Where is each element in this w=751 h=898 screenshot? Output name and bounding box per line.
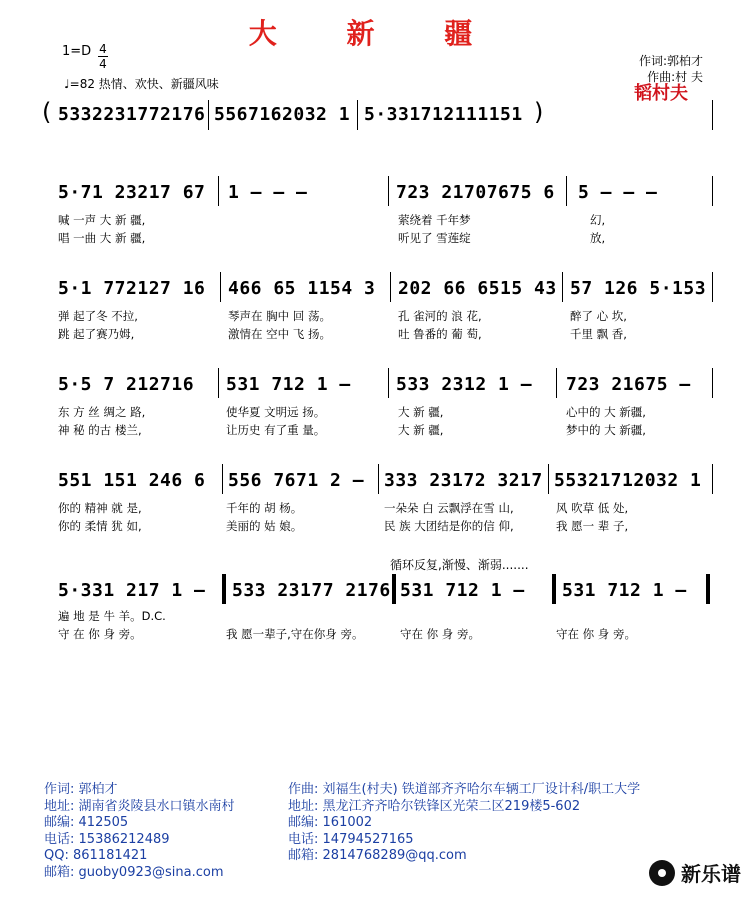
lyric-verse2: 听见了 雪莲绽 [398, 231, 471, 245]
lyric-verse1: 弹 起了冬 不拉, [58, 309, 138, 323]
song-title: 大 新 疆 [248, 17, 503, 50]
footer-value: guoby0923@sina.com [78, 864, 224, 880]
composer-contact [288, 782, 640, 865]
footer-value: 861181421 [73, 848, 148, 863]
measure: 5·1 772127 16 [58, 278, 206, 299]
barline [220, 272, 221, 302]
barline [566, 176, 567, 206]
repeat-barline [552, 574, 556, 604]
lyric-verse1: 千年的 胡 杨。 [226, 501, 303, 515]
composer-credit: 作曲:村 夫 [647, 70, 703, 84]
footer-row [288, 782, 640, 799]
footer-row [44, 832, 235, 849]
lyric-verse1: 萦绕着 千年梦 [398, 213, 471, 227]
site-logo[interactable] [649, 858, 741, 887]
repeat-barline [392, 574, 396, 604]
measure: 531 712 1 — [562, 580, 687, 601]
footer-row [288, 799, 640, 816]
key-signature: 1=D [62, 44, 92, 59]
barline [712, 464, 713, 494]
barline [218, 176, 219, 206]
lyric-verse2: 唱 一曲 大 新 疆, [58, 231, 146, 245]
lyric-verse1: 你的 精神 就 是, [58, 501, 142, 515]
barline [390, 272, 391, 302]
measure: 5·5 7 212716 [58, 374, 195, 395]
lyric-verse2: 梦中的 大 新疆, [566, 423, 646, 437]
footer-value: 15386212489 [78, 831, 170, 847]
lyric-verse2: 激情在 空中 飞 扬。 [228, 327, 331, 341]
logo-text: 新乐谱 [681, 862, 741, 886]
lyric-verse2: 千里 飘 香, [570, 327, 627, 341]
measure: 466 65 1154 3 [228, 278, 376, 299]
footer-value: 黑龙江齐齐哈尔铁锋区光荣二区219楼5-602 [322, 798, 581, 814]
footer-label: 电话: [288, 831, 319, 847]
footer-value: 郭柏才 [78, 782, 118, 797]
footer-label: 地址: [288, 798, 319, 814]
lyric-verse2: 大 新 疆, [398, 423, 444, 437]
repeat-barline [222, 574, 226, 604]
barline [378, 464, 379, 494]
lyric-verse1: 东 方 丝 绸之 路, [58, 405, 146, 419]
footer-label: 作曲: [288, 782, 319, 797]
lyric-verse2: 守在 你 身 旁。 [400, 627, 480, 641]
barline [388, 368, 389, 398]
repeat-bracket-left: ( [42, 98, 52, 126]
lyric-verse2: 神 秘 的古 楼兰, [58, 423, 142, 437]
barline [218, 368, 219, 398]
lyric-verse1: 心中的 大 新疆, [566, 405, 646, 419]
measure: 57 126 5·153 [570, 278, 707, 299]
lyric-verse1: 遍 地 是 牛 羊。D.C. [58, 609, 166, 623]
lyric-verse1: 醉了 心 坎, [570, 309, 627, 323]
barline [562, 272, 563, 302]
time-sig-bottom: 4 [99, 57, 107, 71]
lyric-verse2: 美丽的 姑 娘。 [226, 519, 303, 533]
lyricist-credit: 作词:郭柏才 [638, 54, 703, 68]
barline [712, 176, 713, 206]
footer-label: 地址: [44, 798, 75, 814]
measure: 202 66 6515 43 [398, 278, 557, 299]
measure: 55321712032 1 [554, 470, 702, 491]
footer-row [44, 782, 235, 799]
measure: 531 712 1 — [226, 374, 351, 395]
footer-value: 161002 [322, 815, 373, 830]
lyric-verse1: 琴声在 胸中 回 荡。 [228, 309, 331, 323]
footer-value: 刘福生(村夫) 铁道部齐齐哈尔车辆工厂设计科/职工大学 [322, 782, 641, 797]
lyric-verse2: 放, [590, 231, 606, 245]
footer-row [288, 832, 640, 849]
lyric-verse1: 喊 一声 大 新 疆, [58, 213, 146, 227]
footer-label: 邮编: [44, 815, 75, 830]
tempo-marking: ♩=82 热情、欢快、新疆风味 [64, 77, 219, 91]
measure: 533 2312 1 — [396, 374, 533, 395]
composer-seal: 韬村夫 [634, 83, 688, 104]
lyric-verse2: 跳 起了赛乃姆, [58, 327, 135, 341]
footer-row [44, 799, 235, 816]
time-signature [98, 42, 108, 71]
barline [556, 368, 557, 398]
barline [548, 464, 549, 494]
lyricist-contact [44, 782, 235, 881]
lyric-verse2: 守 在 你 身 旁。 [58, 627, 142, 641]
footer-label: 邮编: [288, 815, 319, 830]
measure: 551 151 246 6 [58, 470, 206, 491]
lyric-verse1: 使华夏 文明远 扬。 [226, 405, 326, 419]
footer-row [288, 815, 640, 832]
intro-measure: 5332231772176 [58, 104, 206, 125]
barline [712, 100, 713, 130]
lyric-verse1: 风 吹草 低 处, [556, 501, 629, 515]
lyric-verse2: 我 愿一 辈 子, [556, 519, 629, 533]
footer-row [44, 848, 235, 865]
footer-value: 14794527165 [322, 831, 414, 847]
measure: 723 21675 — [566, 374, 691, 395]
measure: 5 — — — [578, 182, 658, 203]
barline [222, 464, 223, 494]
intro-measure: 5567162032 1 [214, 104, 351, 125]
measure: 5·71 23217 67 [58, 182, 206, 203]
footer-value: 2814768289@qq.com [322, 848, 467, 863]
footer-value: 湖南省炎陵县水口镇水南村 [78, 798, 235, 814]
footer-label: 作词: [44, 782, 75, 797]
lyric-verse2: 民 族 大团结是你的信 仰, [384, 519, 514, 533]
measure: 723 21707675 6 [396, 182, 555, 203]
lyric-verse2: 吐 鲁番的 葡 萄, [398, 327, 482, 341]
footer-value: 412505 [78, 815, 129, 830]
lyric-verse1: 大 新 疆, [398, 405, 444, 419]
lyric-verse2: 让历史 有了重 量。 [226, 423, 326, 437]
vinyl-disc-icon [649, 860, 675, 886]
time-sig-top: 4 [99, 42, 107, 56]
footer-label: QQ: [44, 848, 69, 863]
repeat-bracket-right: ) [534, 98, 544, 126]
intro-measure: 5·331712111151 [364, 104, 523, 125]
final-barline [706, 574, 710, 604]
measure: 5·331 217 1 — [58, 580, 206, 601]
measure: 556 7671 2 — [228, 470, 365, 491]
barline [712, 368, 713, 398]
repeat-annotation: 循环反复,渐慢、渐弱....... [390, 558, 529, 572]
lyric-verse2: 守在 你 身 旁。 [556, 627, 636, 641]
barline [712, 272, 713, 302]
barline [357, 100, 358, 130]
footer-label: 邮箱: [44, 864, 75, 880]
lyric-verse1: 幻, [590, 213, 606, 227]
lyric-verse2: 你的 柔情 犹 如, [58, 519, 142, 533]
measure: 1 — — — [228, 182, 308, 203]
lyric-verse2: 我 愿一辈子,守在你身 旁。 [226, 627, 364, 641]
measure: 531 712 1 — [400, 580, 525, 601]
measure: 333 23172 3217 [384, 470, 543, 491]
lyric-verse1: 一朵朵 白 云飘浮在雪 山, [384, 501, 514, 515]
footer-row [44, 815, 235, 832]
barline [208, 100, 209, 130]
lyric-verse1: 孔 雀河的 浪 花, [398, 309, 482, 323]
footer-row [288, 848, 640, 865]
measure: 533 23177 2176 [232, 580, 391, 601]
footer-label: 邮箱: [288, 848, 319, 863]
footer-row [44, 865, 235, 882]
footer-label: 电话: [44, 831, 75, 847]
barline [388, 176, 389, 206]
